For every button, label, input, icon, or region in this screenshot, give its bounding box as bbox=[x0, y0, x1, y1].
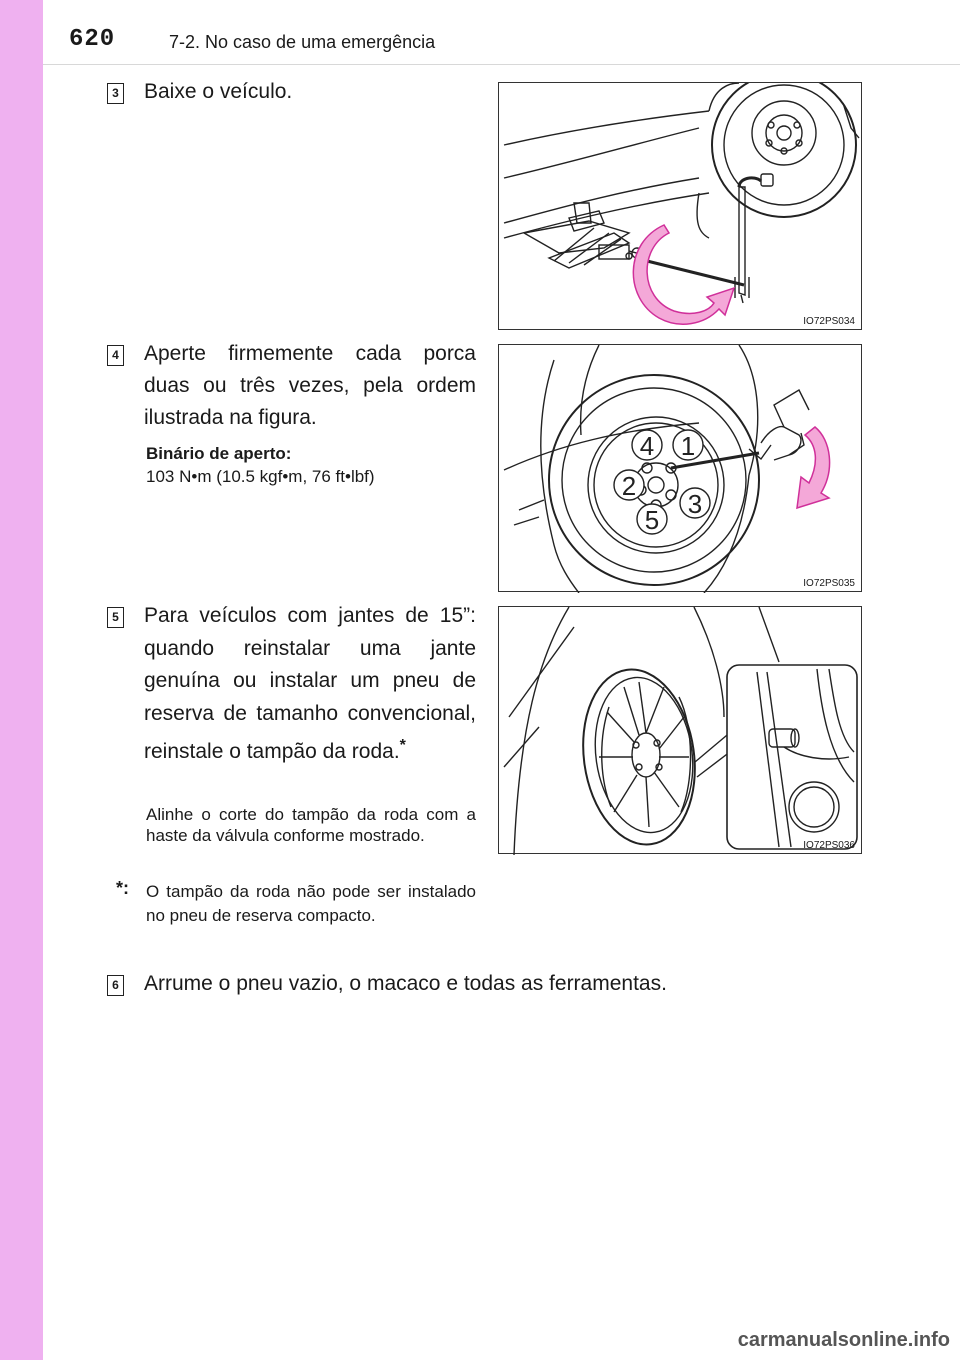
step-6-text: Arrume o pneu vazio, o macaco e todas as ferramentas. bbox=[144, 972, 667, 995]
header-divider bbox=[43, 64, 960, 65]
figure-code: IO72PS035 bbox=[803, 578, 855, 589]
nut-order-1: 1 bbox=[680, 431, 696, 461]
wheel-cap-illustration bbox=[499, 607, 863, 855]
counterclockwise-arrow-icon bbox=[633, 225, 734, 324]
nut-tightening-illustration bbox=[499, 345, 863, 593]
figure-tighten-nuts bbox=[498, 344, 862, 592]
step-4-text: Aperte firmemente cada porca duas ou três vezes, pela ordem ilustrada na figura. bbox=[144, 342, 476, 429]
jack-lowering-illustration bbox=[499, 83, 863, 331]
step-number-4: 4 bbox=[107, 345, 124, 366]
nut-order-2: 2 bbox=[621, 471, 637, 501]
nut-order-4: 4 bbox=[639, 431, 655, 461]
footnote-text: O tampão da roda não pode ser instalado no pneu de reserva compacto. bbox=[146, 882, 476, 925]
nut-order-5: 5 bbox=[644, 505, 660, 535]
page-header bbox=[43, 0, 960, 64]
page-number: 620 bbox=[69, 26, 116, 53]
figure-code: IO72PS036 bbox=[803, 840, 855, 851]
valve-note: Alinhe o corte do tampão da roda com a haste da válvula conforme mostrado. bbox=[146, 805, 476, 845]
figure-code: IO72PS034 bbox=[803, 316, 855, 327]
watermark: carmanualsonline.info bbox=[737, 1329, 950, 1351]
chapter-title: 7-2. No caso de uma emergência bbox=[169, 32, 436, 52]
asterisk-mark: * bbox=[399, 737, 406, 755]
chapter-color-band bbox=[0, 0, 43, 1360]
step-3-text: Baixe o veículo. bbox=[144, 80, 293, 103]
figure-wheel-cap bbox=[498, 606, 862, 854]
footnote-mark: *: bbox=[116, 878, 129, 898]
step-number-6: 6 bbox=[107, 975, 124, 996]
nut-order-3: 3 bbox=[687, 489, 703, 519]
step-number-3: 3 bbox=[107, 83, 124, 104]
step-5-text-body: Para veículos com jantes de 15”: quando reinstalar uma jante genuína ou instalar um pneu de reserva de tamanho convencional, reinstale o tampão da roda. bbox=[144, 604, 476, 764]
torque-label: Binário de aperto: bbox=[146, 444, 292, 463]
torque-value: 103 N•m (10.5 kgf•m, 76 ft•lbf) bbox=[146, 467, 375, 486]
figure-lower-vehicle bbox=[498, 82, 862, 330]
step-5-text bbox=[144, 600, 476, 769]
step-number-5: 5 bbox=[107, 607, 124, 628]
